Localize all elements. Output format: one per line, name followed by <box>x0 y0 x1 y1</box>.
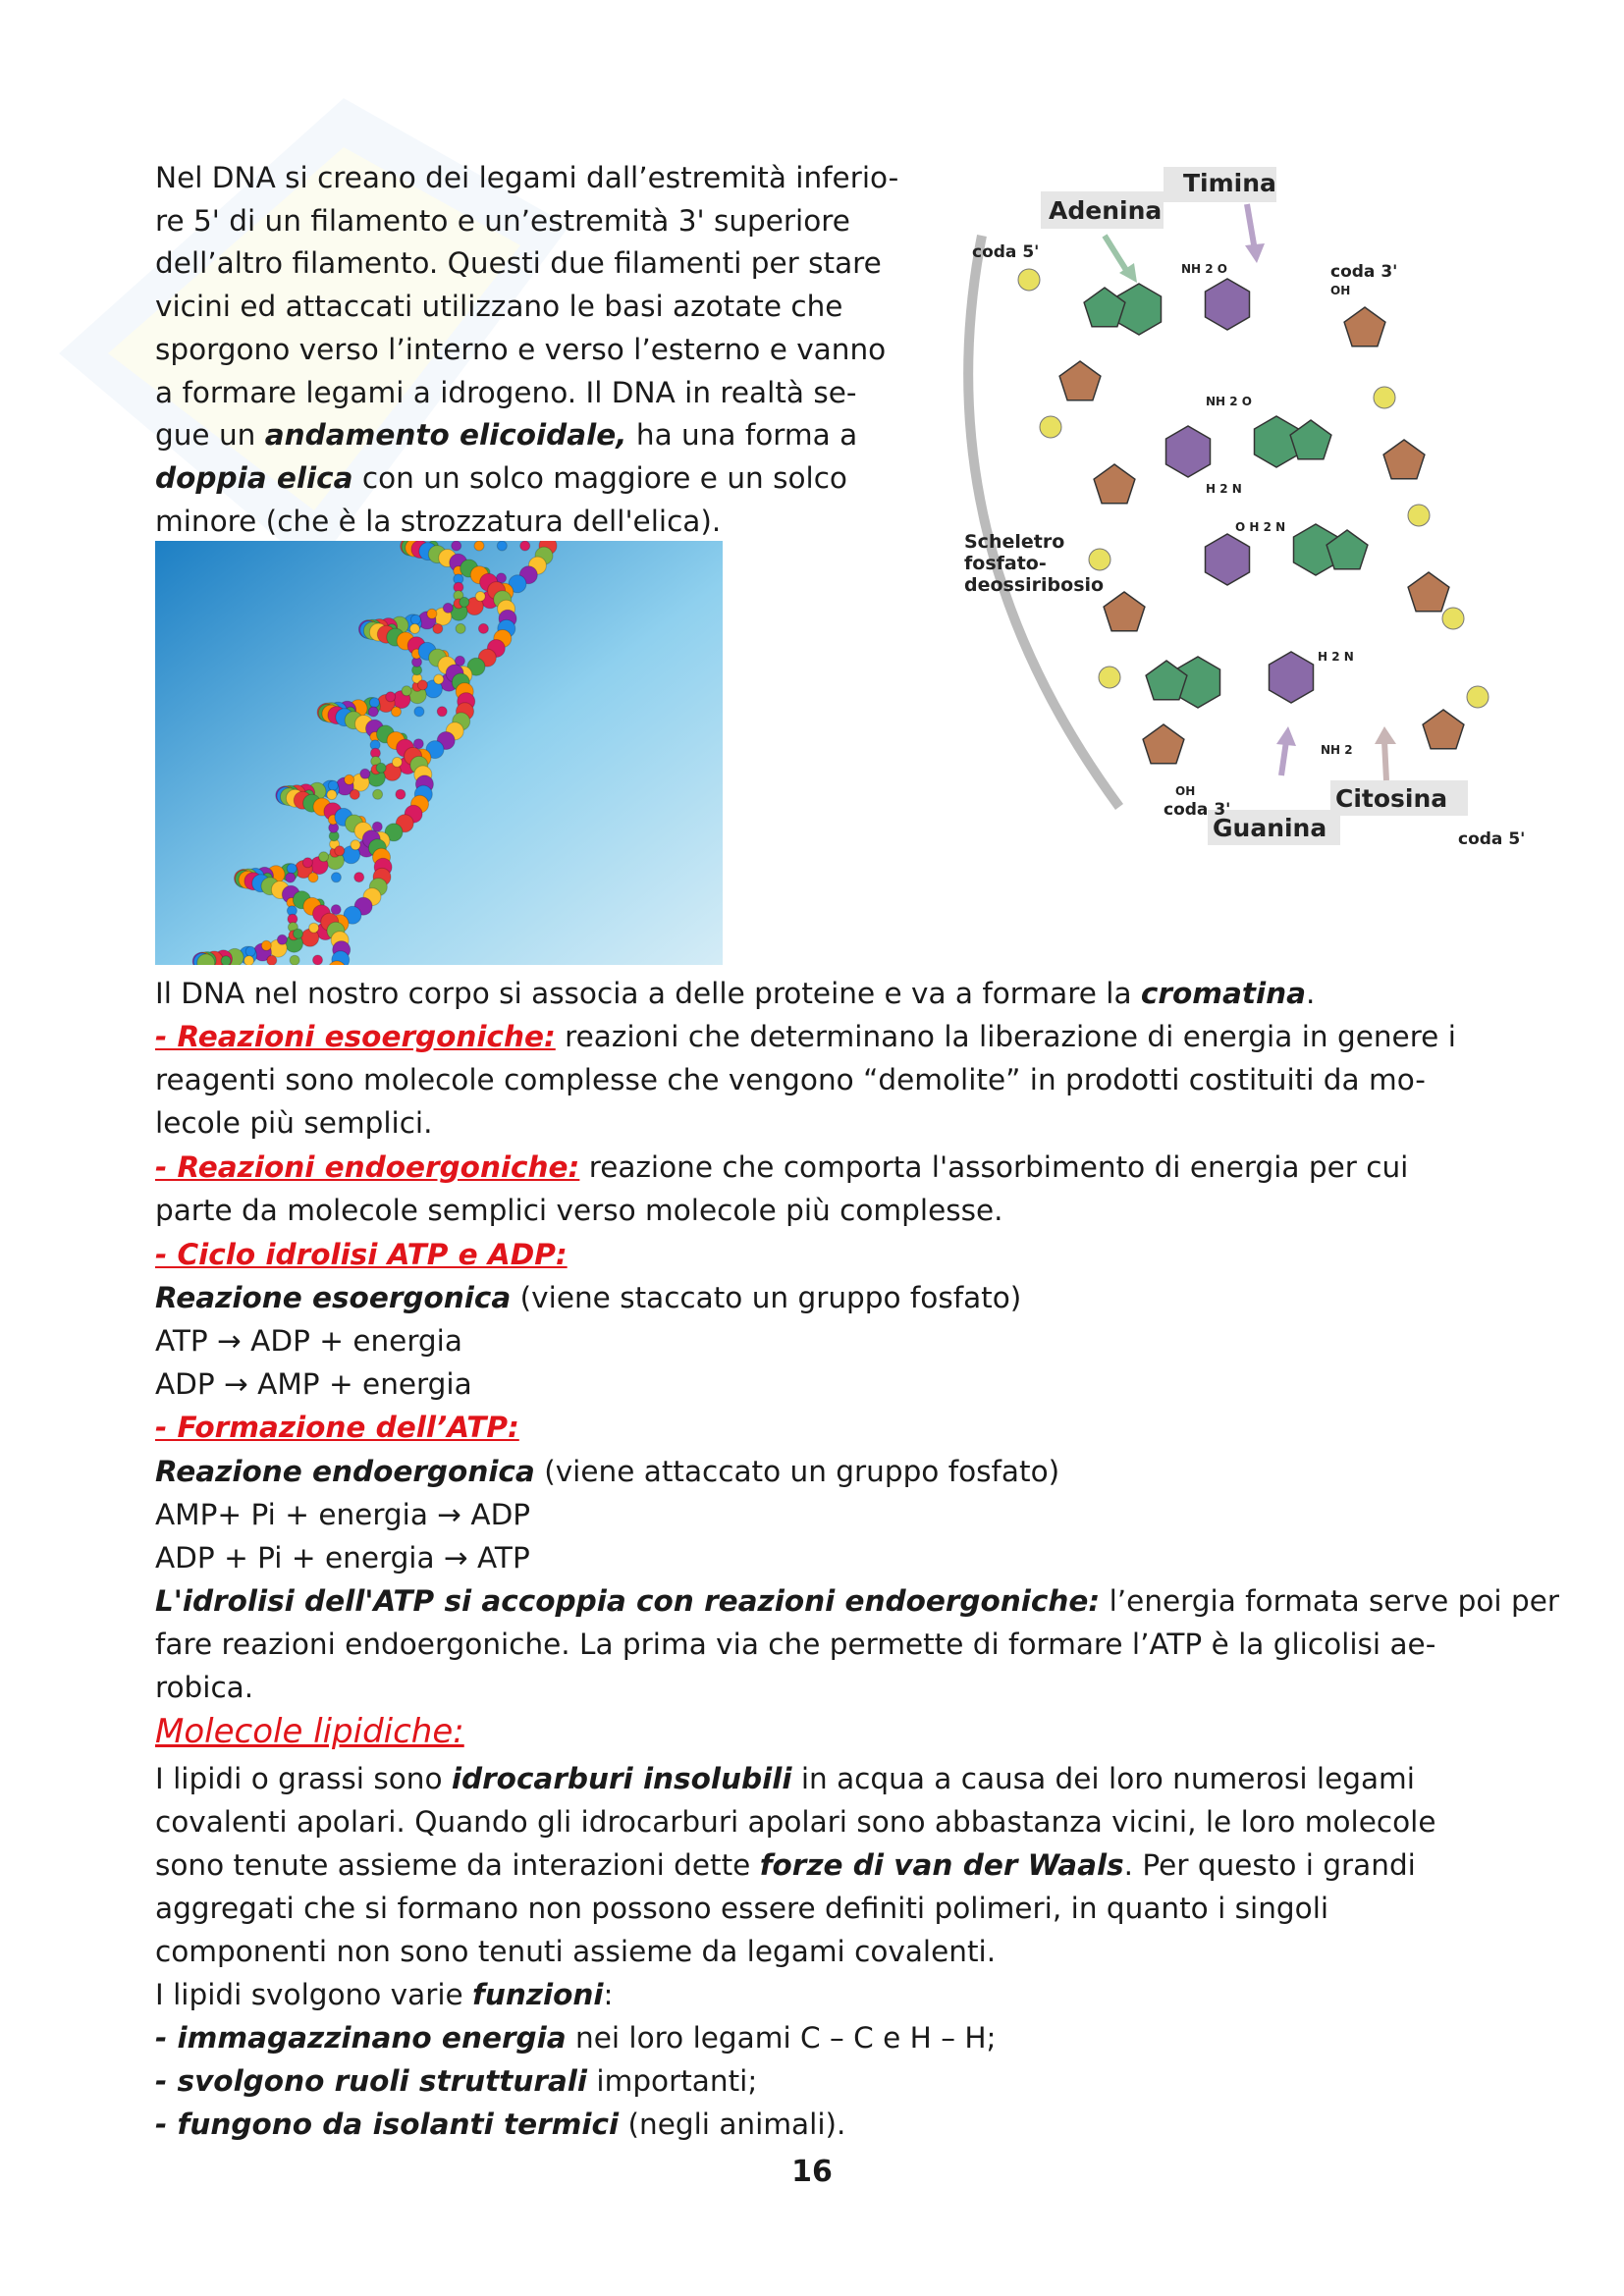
deossiribosio-label: deossiribosio <box>964 574 1105 596</box>
idrolisi-line: L'idrolisi dell'ATP si accoppia con reazioni endoergoniche: l’energia formata serve poi per <box>155 1584 1560 1618</box>
h2n-label: O H 2 N <box>1235 520 1286 534</box>
lipidi-heading-line <box>155 1708 1477 1755</box>
lipidi-line: aggregati che si formano non possono essere definiti polimeri, in quanto i singoli <box>155 1892 1329 1925</box>
lipidi-line: covalenti apolari. Quando gli idrocarburi apolari sono abbastanza vicini, le loro molecole <box>155 1805 1436 1839</box>
cromatina-term: cromatina <box>1140 977 1306 1010</box>
lipidi-line: componenti non sono tenuti assieme da legami covalenti. <box>155 1935 997 1968</box>
bullet-item: - svolgono ruoli strutturali importanti; <box>155 2064 758 2098</box>
endo-line: parte da molecole semplici verso molecole più complesse. <box>155 1194 1003 1227</box>
idrolisi-line: fare reazioni endoergoniche. La prima via che permette di formare l’ATP è la glicolisi ae- <box>155 1628 1436 1661</box>
nh2-label: NH 2 O <box>1181 262 1227 276</box>
scheletro-label: Scheletro <box>964 531 1065 553</box>
formazione-heading-line <box>155 1406 1477 1449</box>
reazione-eso-line: Reazione esoergonica (viene staccato un gruppo fosfato) <box>155 1281 1022 1314</box>
guanina-label: Guanina <box>1213 814 1327 842</box>
endo-heading: - Reazioni endoergoniche: <box>155 1150 580 1184</box>
lipidi-line: I lipidi o grassi sono idrocarburi insolubili in acqua a causa dei loro numerosi legami <box>155 1762 1415 1795</box>
h2n-label: H 2 N <box>1206 482 1242 496</box>
cromatina-line: Il DNA nel nostro corpo si associa a delle proteine e va a formare la cromatina. <box>155 977 1316 1010</box>
intro-paragraph <box>155 157 911 543</box>
ciclo-heading-line <box>155 1233 1477 1276</box>
reazione-endo-line: Reazione endoergonica (viene attaccato un gruppo fosfato) <box>155 1455 1060 1488</box>
equation: ATP → ADP + energia <box>155 1324 462 1358</box>
doppia-elica-term: doppia elica <box>155 460 353 495</box>
intro-line: gue un andamento elicoidale, ha una forma a <box>155 418 858 453</box>
nh2-label: NH 2 <box>1321 743 1353 757</box>
eso-line: reagenti sono molecole complesse che vengono “demolite” in prodotti costituiti da mo- <box>155 1063 1426 1096</box>
endo-line: - Reazioni endoergoniche: reazione che comporta l'assorbimento di energia per cui <box>155 1150 1409 1184</box>
oh-bottom-label: OH <box>1175 784 1196 798</box>
eso-line: lecole più semplici. <box>155 1106 433 1140</box>
equation: AMP+ Pi + energia → ADP <box>155 1498 531 1531</box>
citosina-label: Citosina <box>1335 784 1448 813</box>
funzioni-line: I lipidi svolgono varie funzioni: <box>155 1978 614 2011</box>
ciclo-heading: - Ciclo idrolisi ATP e ADP: <box>155 1238 568 1271</box>
fosfato-label: fosfato- <box>964 553 1047 574</box>
lipidi-heading: Molecole lipidiche: <box>155 1712 464 1751</box>
lipidi-line: sono tenute assieme da interazioni dette forze di van der Waals. Per questo i grandi <box>155 1848 1416 1882</box>
idrolisi-line: robica. <box>155 1671 254 1704</box>
intro-line: minore (che è la strozzatura dell'elica). <box>155 504 722 538</box>
intro-line: sporgono verso l’interno e verso l’esterno e vanno <box>155 332 887 366</box>
eso-heading: - Reazioni esoergoniche: <box>155 1020 556 1053</box>
intro-line: doppia elica con un solco maggiore e un solco <box>155 460 847 495</box>
formazione-heading: - Formazione dell’ATP: <box>155 1411 519 1444</box>
eso-line: - Reazioni esoergoniche: reazioni che determinano la liberazione di energia in genere i <box>155 1020 1456 1053</box>
adenina-label: Adenina <box>1049 196 1163 225</box>
coda3-top-label: coda 3' <box>1330 262 1398 282</box>
page-number: 16 <box>791 2155 833 2189</box>
intro-line: re 5' di un filamento e un’estremità 3' superiore <box>155 203 850 238</box>
andamento-term: andamento elicoidale, <box>264 418 627 453</box>
bullet-item: - fungono da isolanti termici (negli animali). <box>155 2108 846 2141</box>
intro-line: a formare legami a idrogeno. Il DNA in realtà se- <box>155 375 857 409</box>
bullet-item: - immagazzinano energia nei loro legami C – C e H – H; <box>155 2021 997 2055</box>
coda5-top-label: coda 5' <box>972 242 1040 262</box>
coda5-bottom-label: coda 5' <box>1458 829 1526 849</box>
equation: ADP → AMP + energia <box>155 1367 472 1401</box>
h2n-label: H 2 N <box>1318 650 1354 664</box>
intro-line: vicini ed attaccati utilizzano le basi azotate che <box>155 290 843 324</box>
dna-structure-diagram <box>943 147 1542 859</box>
coda3-bottom-label: coda 3' <box>1164 800 1231 820</box>
intro-line: dell’altro filamento. Questi due filamenti per stare <box>155 246 882 281</box>
equation: ADP + Pi + energia → ATP <box>155 1541 530 1575</box>
nh2-label: NH 2 O <box>1206 395 1252 408</box>
dna-helix-image <box>155 541 723 965</box>
timina-label: Timina <box>1183 169 1276 197</box>
oh-top-label: OH <box>1330 284 1351 297</box>
intro-line: Nel DNA si creano dei legami dall’estremità inferio- <box>155 161 899 194</box>
